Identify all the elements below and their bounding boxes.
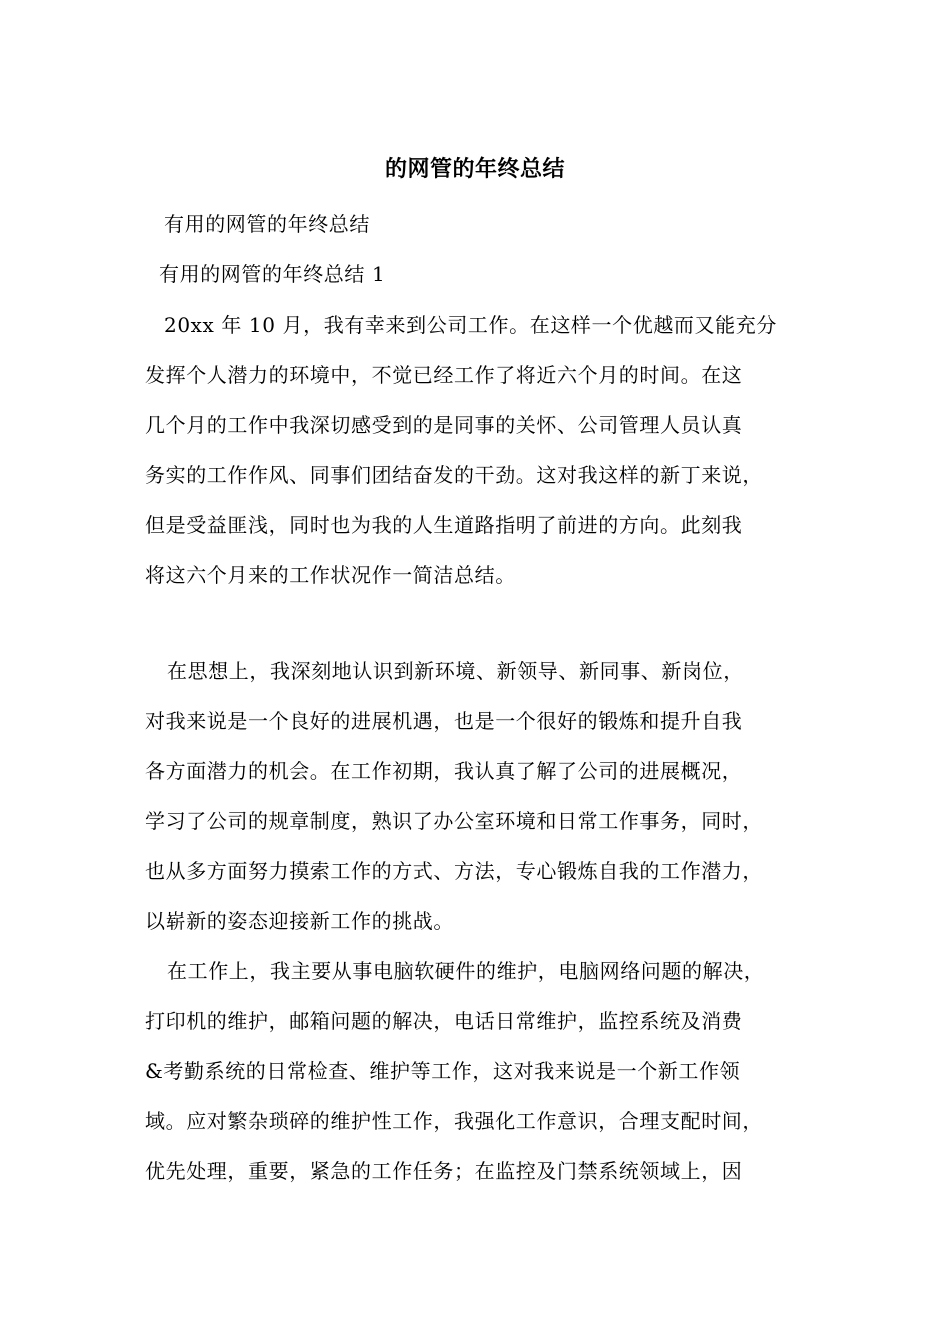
paragraph-line: 将这六个月来的工作状况作一简洁总结。 [145,563,516,587]
paragraph-line: 也从多方面努力摸索工作的方式、方法，专心锻炼自我的工作潜力， [145,859,763,883]
paragraph-line: 发挥个人潜力的环境中，不觉已经工作了将近六个月的时间。在这 [145,363,743,387]
paragraph-line: 优先处理，重要，紧急的工作任务；在监控及门禁系统领域上，因 [145,1159,743,1183]
paragraph-line: 在思想上，我深刻地认识到新环境、新领导、新同事、新岗位， [167,659,744,683]
paragraph-line: 学习了公司的规章制度，熟识了办公室环境和日常工作事务，同时， [145,809,763,833]
document-subtitle: 有用的网管的年终总结 [164,212,370,236]
paragraph-line: 在工作上，我主要从事电脑软硬件的维护，电脑网络问题的解决， [167,959,765,983]
paragraph-line: 打印机的维护，邮箱问题的解决，电话日常维护，监控系统及消费 [145,1009,743,1033]
paragraph-line: &考勤系统的日常检查、维护等工作，这对我来说是一个新工作领 [145,1059,741,1083]
paragraph-line: 但是受益匪浅，同时也为我的人生道路指明了前进的方向。此刻我 [145,513,743,537]
section-heading: 有用的网管的年终总结 1 [159,262,386,286]
paragraph-line: 几个月的工作中我深切感受到的是同事的关怀、公司管理人员认真 [145,413,743,437]
paragraph-line: 各方面潜力的机会。在工作初期，我认真了解了公司的进展概况， [145,759,743,783]
paragraph-line: 以崭新的姿态迎接新工作的挑战。 [145,909,454,933]
paragraph-line: 对我来说是一个良好的进展机遇，也是一个很好的锻炼和提升自我 [145,709,743,733]
paragraph-line: 20xx 年 10 月，我有幸来到公司工作。在这样一个优越而又能充分 [164,313,777,337]
paragraph-line: 域。应对繁杂琐碎的维护性工作，我强化工作意识，合理支配时间， [145,1109,763,1133]
paragraph-line: 务实的工作作风、同事们团结奋发的干劲。这对我这样的新丁来说， [145,463,763,487]
document-title: 的网管的年终总结 [384,156,565,182]
